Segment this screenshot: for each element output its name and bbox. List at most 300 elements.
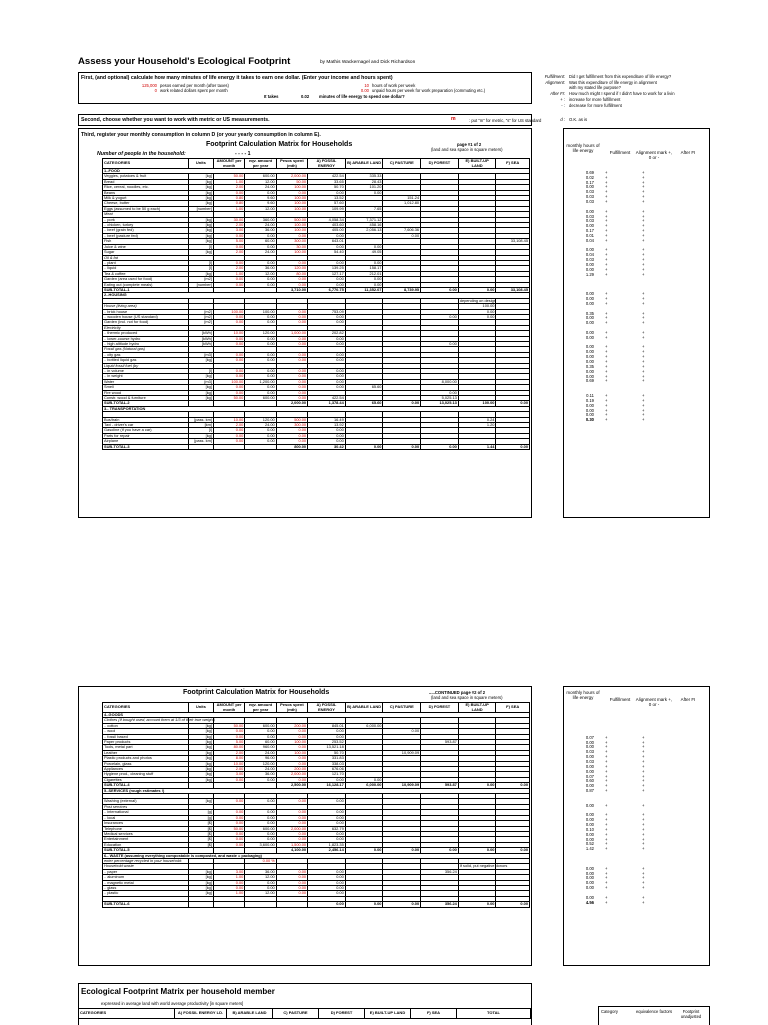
amount-per-month-cell[interactable]: 0.00 [213, 880, 244, 885]
alignment-mark[interactable]: + [642, 349, 645, 355]
amount-per-month-cell[interactable]: 0.00 [213, 439, 244, 444]
column-header: E) BUILT-UP LAND [458, 159, 496, 169]
alignment-mark[interactable]: + [642, 397, 645, 403]
pesos-spent-cell[interactable]: 0.00 [276, 815, 307, 820]
alignment-mark[interactable]: + [642, 802, 645, 808]
alignment-mark[interactable]: + [642, 194, 645, 200]
alignment-mark[interactable]: + [642, 334, 645, 340]
pesos-spent-cell[interactable]: 2,000.00 [276, 826, 307, 831]
amount-per-month-cell[interactable]: 0.80 [213, 196, 244, 201]
alignment-mark[interactable]: + [642, 812, 645, 818]
alignment-mark[interactable]: + [642, 271, 645, 277]
pesos-spent-cell[interactable]: 0.00 [276, 385, 307, 390]
amount-per-month-cell[interactable]: 50.00 [213, 174, 244, 179]
fulfillment-mark[interactable]: + [605, 213, 608, 219]
pesos-spent-cell[interactable]: 100.00 [276, 201, 307, 206]
pesos-spent-cell[interactable]: 0.00 [276, 799, 307, 804]
alignment-mark[interactable]: + [642, 378, 645, 384]
alignment-mark[interactable]: + [642, 392, 645, 398]
pesos-spent-cell[interactable]: 100.00 [276, 250, 307, 255]
life-energy-hours: 0.03 [585, 257, 594, 263]
alignment-mark[interactable]: + [642, 870, 645, 876]
fulfillment-mark[interactable]: + [605, 822, 608, 827]
amount-per-month-cell[interactable]: 1.00 [213, 875, 244, 880]
amount-per-month-cell[interactable]: 100.00 [213, 309, 244, 314]
alignment-mark[interactable]: + [642, 744, 645, 750]
fulfillment-mark[interactable]: + [605, 363, 608, 369]
pesos-spent-cell[interactable]: 0.00 [276, 379, 307, 384]
fulfillment-mark[interactable]: + [605, 397, 608, 403]
fulfillment-mark[interactable]: + [605, 198, 608, 204]
fulfillment-mark[interactable]: + [605, 831, 608, 837]
fulfillment-mark[interactable]: + [605, 373, 608, 379]
alignment-mark[interactable]: + [642, 359, 645, 364]
alignment-mark[interactable]: + [642, 189, 645, 195]
amount-per-month-cell[interactable]: 0.00 [213, 831, 244, 836]
fossil-energy-cell: 0.00 [308, 734, 346, 739]
alignment-mark[interactable]: + [642, 899, 645, 905]
pesos-spent-cell[interactable]: 0.00 [276, 260, 307, 265]
alignment-mark[interactable]: + [642, 344, 645, 350]
amount-per-month-cell[interactable]: 1.00 [213, 271, 244, 276]
amount-per-month-cell[interactable]: 10.00 [213, 761, 244, 766]
alignment-mark[interactable]: + [642, 368, 645, 374]
pesos-spent-cell[interactable]: 120.00 [276, 266, 307, 271]
pesos-spent-cell[interactable]: 200.00 [276, 767, 307, 772]
fulfillment-mark[interactable]: + [605, 826, 608, 832]
alignment-mark[interactable]: + [642, 773, 645, 779]
pesos-spent-cell[interactable]: 2,000.00 [276, 772, 307, 777]
alignment-mark[interactable]: + [642, 407, 645, 413]
fulfillment-mark[interactable]: + [605, 295, 608, 301]
pesos-spent-cell[interactable]: 0.00 [276, 885, 307, 890]
fulfillment-mark[interactable]: + [605, 778, 608, 784]
alignment-mark[interactable]: + [642, 223, 645, 229]
amount-per-month-cell[interactable]: 0.00 [213, 342, 244, 347]
alignment-mark[interactable]: + [642, 734, 645, 740]
work-hours-value[interactable]: 10 [364, 83, 369, 88]
alignment-mark[interactable]: + [642, 198, 645, 204]
amount-per-month-cell[interactable]: 0.00 [213, 729, 244, 734]
fulfillment-mark[interactable]: + [605, 763, 608, 769]
pesos-spent-cell[interactable]: 0.00 [276, 777, 307, 782]
summary-column-header: D) FOREST [319, 1009, 365, 1019]
alignment-mark[interactable]: + [642, 354, 645, 360]
fulfillment-mark[interactable]: + [605, 334, 608, 340]
fulfillment-mark[interactable]: + [605, 189, 608, 195]
pesos-spent-cell[interactable]: 0.00 [276, 352, 307, 357]
life-energy-hours: 0.17 [585, 228, 594, 234]
alignment-mark[interactable]: + [642, 237, 645, 243]
category-cell: Parts for repair [103, 433, 189, 438]
pesos-spent-cell[interactable]: 500.00 [276, 217, 307, 222]
fulfillment-mark[interactable]: + [605, 257, 608, 263]
alignment-mark[interactable]: + [642, 291, 645, 297]
amount-per-month-cell[interactable]: 0.00 [213, 390, 244, 395]
amount-per-month-cell[interactable]: 2.00 [213, 767, 244, 772]
amount-per-month-cell[interactable]: 50.00 [213, 723, 244, 728]
fulfillment-mark[interactable]: + [605, 846, 608, 852]
fulfillment-mark[interactable]: + [605, 734, 608, 740]
fulfillment-mark[interactable]: + [605, 169, 608, 175]
alignment-mark[interactable]: + [642, 329, 645, 335]
pesos-spent-cell[interactable]: 0.00 [276, 336, 307, 341]
category-cell: .. plastic [103, 891, 189, 896]
fulfillment-mark[interactable]: + [605, 262, 608, 267]
fulfillment-mark[interactable]: + [605, 841, 608, 847]
alignment-mark[interactable]: + [642, 788, 645, 794]
pesos-spent-cell[interactable]: 30.00 [276, 244, 307, 249]
unpaid-hours-value[interactable]: 0.00 [360, 88, 369, 93]
amount-per-month-cell[interactable]: 50.00 [213, 826, 244, 831]
unit-cell: [m2] [188, 314, 213, 319]
amount-per-month-cell[interactable]: 30.00 [213, 217, 244, 222]
fulfillment-mark[interactable]: + [605, 368, 608, 374]
alignment-mark[interactable]: + [642, 363, 645, 369]
amount-per-month-cell[interactable]: 8.00 [213, 756, 244, 761]
fulfillment-mark[interactable]: + [605, 194, 608, 200]
fulfillment-mark[interactable]: + [605, 247, 608, 253]
amount-per-month-cell[interactable]: 0.00 [213, 821, 244, 826]
fulfillment-mark[interactable]: + [605, 223, 608, 229]
fulfillment-mark[interactable]: + [605, 783, 608, 789]
amount-per-month-cell[interactable]: 10.00 [213, 417, 244, 422]
pesos-spent-cell[interactable]: 0.00 [276, 309, 307, 314]
fulfillment-mark[interactable]: + [605, 773, 608, 779]
amount-per-month-cell[interactable]: 3.00 [213, 228, 244, 233]
alignment-mark[interactable]: + [642, 300, 645, 306]
amount-per-month-cell[interactable]: 0.00 [213, 385, 244, 390]
fulfillment-mark[interactable]: + [605, 228, 608, 234]
amount-per-month-cell[interactable]: 0.00 [213, 810, 244, 815]
pesos-spent-cell[interactable]: 80.00 [276, 271, 307, 276]
fulfillment-mark[interactable]: + [605, 218, 608, 224]
pesos-spent-cell[interactable]: 100.00 [276, 750, 307, 755]
alignment-mark[interactable]: + [642, 373, 645, 379]
alignment-mark[interactable]: + [642, 247, 645, 253]
fulfillment-mark[interactable]: + [605, 174, 608, 180]
amount-per-month-cell[interactable]: 0.00 [213, 777, 244, 782]
amount-per-month-cell[interactable]: 2.00 [213, 223, 244, 228]
amount-per-month-cell[interactable]: 2.00 [213, 266, 244, 271]
alignment-mark[interactable]: + [642, 174, 645, 180]
pesos-spent-cell[interactable]: 0.00 [276, 880, 307, 885]
amount-per-month-cell[interactable]: 2.00 [213, 185, 244, 190]
amount-per-month-cell[interactable]: 1.00 [213, 891, 244, 896]
alignment-mark[interactable]: + [642, 252, 645, 258]
pesos-spent-cell[interactable]: 100.00 [276, 228, 307, 233]
fulfillment-mark[interactable]: + [605, 349, 608, 355]
arable-land-cell: 458.16 [345, 223, 383, 228]
pesos-spent-cell[interactable]: 100.00 [276, 185, 307, 190]
fulfillment-mark[interactable]: + [605, 802, 608, 808]
amount-per-month-cell[interactable]: 50.00 [213, 396, 244, 401]
alignment-mark[interactable]: + [642, 218, 645, 224]
alignment-mark[interactable]: + [642, 179, 645, 185]
alignment-mark[interactable]: + [642, 778, 645, 784]
fossil-energy-cell: 0.00 [308, 190, 346, 195]
alignment-mark[interactable]: + [642, 315, 645, 321]
fulfillment-mark[interactable]: + [605, 754, 608, 760]
alignment-mark[interactable]: + [642, 310, 645, 316]
pesos-spent-cell[interactable]: 0.00 [276, 756, 307, 761]
alignment-mark[interactable]: + [642, 768, 645, 774]
fulfillment-mark[interactable]: + [605, 378, 608, 384]
alignment-mark[interactable]: + [642, 894, 645, 900]
amount-per-month-cell[interactable]: 0.00 [213, 190, 244, 195]
summary-column-header: F) SEA [411, 1009, 457, 1019]
pesos-spent-cell[interactable]: 0.00 [276, 734, 307, 739]
alignment-mark[interactable]: + [642, 262, 645, 267]
amount-per-year-cell: 960.00 [245, 745, 276, 750]
alignment-mark[interactable]: + [642, 865, 645, 871]
pesos-spent-cell[interactable]: 0.00 [276, 433, 307, 438]
pesos-spent-cell[interactable]: 0.00 [276, 277, 307, 282]
fulfillment-mark[interactable]: + [605, 179, 608, 185]
alignment-mark[interactable]: + [642, 822, 645, 827]
amount-per-month-cell[interactable]: 0.00 [213, 336, 244, 341]
amount-per-month-cell[interactable]: 80.00 [213, 745, 244, 750]
pesos-spent-cell[interactable]: 0.00 [276, 396, 307, 401]
amount-per-month-cell[interactable]: 100.00 [213, 379, 244, 384]
fulfillment-mark[interactable]: + [605, 252, 608, 258]
pesos-spent-cell[interactable]: 0.00 [276, 891, 307, 896]
income-value[interactable]: 125,000 [141, 83, 157, 88]
fulfillment-mark[interactable]: + [605, 875, 608, 881]
amount-per-month-cell[interactable]: 5.00 [213, 740, 244, 745]
fulfillment-mark[interactable]: + [605, 749, 608, 755]
pesos-spent-cell[interactable]: 1,500.00 [276, 842, 307, 847]
alignment-mark[interactable]: + [642, 758, 645, 764]
amount-per-month-cell[interactable]: 1.00 [213, 179, 244, 184]
amount-per-month-cell[interactable]: 0.00 [213, 352, 244, 357]
fulfillment-mark[interactable]: + [605, 208, 608, 214]
alignment-mark[interactable]: + [642, 783, 645, 789]
amount-per-month-cell[interactable]: 2.00 [213, 423, 244, 428]
amount-per-month-cell[interactable]: 0.00 [213, 885, 244, 890]
alignment-mark[interactable]: + [642, 320, 645, 326]
amount-per-year-cell: 24.00 [245, 423, 276, 428]
alignment-mark[interactable]: + [642, 831, 645, 837]
pesos-spent-cell[interactable]: 0.00 [276, 428, 307, 433]
fossil-energy-cell: 127.17 [308, 271, 346, 276]
pesos-spent-cell[interactable]: 0.00 [276, 729, 307, 734]
amount-per-month-cell[interactable]: 0.00 [213, 314, 244, 319]
pesos-spent-cell[interactable]: 0.00 [276, 761, 307, 766]
fulfillment-mark[interactable]: + [605, 291, 608, 297]
fulfillment-mark[interactable]: + [605, 768, 608, 774]
alignment-mark[interactable]: + [642, 754, 645, 760]
pesos-spent-cell[interactable]: 0.00 [276, 374, 307, 379]
fulfillment-mark[interactable]: + [605, 344, 608, 350]
pesos-spent-cell[interactable]: 0.00 [276, 282, 307, 287]
fulfillment-mark[interactable]: + [605, 402, 608, 408]
amount-per-year-cell: 36.00 [245, 772, 276, 777]
alignment-mark[interactable]: + [642, 875, 645, 881]
fulfillment-mark[interactable]: + [605, 817, 608, 823]
fulfillment-mark[interactable]: + [605, 354, 608, 360]
amount-per-month-cell[interactable]: 2.00 [213, 750, 244, 755]
pesos-spent-cell[interactable]: 500.00 [276, 417, 307, 422]
amount-per-month-cell[interactable]: 0.00 [213, 277, 244, 282]
pesos-spent-cell[interactable]: 0.00 [276, 320, 307, 325]
pesos-spent-cell[interactable]: 100.00 [276, 196, 307, 201]
pesos-spent-cell[interactable]: 0.00 [276, 821, 307, 826]
amount-per-month-cell[interactable]: 0.00 [213, 734, 244, 739]
people-count[interactable]: - - - - 1 [235, 151, 251, 157]
fulfillment-mark[interactable]: + [605, 407, 608, 413]
category-cell: Liquid fossil fuel (by [103, 363, 189, 368]
alignment-mark[interactable]: + [642, 232, 645, 238]
pesos-spent-cell[interactable]: 0.00 [276, 869, 307, 874]
amount-per-month-cell[interactable]: 0.80 [213, 201, 244, 206]
column-header: Pesos spent (mth) [276, 703, 307, 713]
alignment-mark[interactable]: + [642, 749, 645, 755]
amount-per-month-cell[interactable]: 10.00 [213, 331, 244, 336]
pesos-spent-cell[interactable]: 0.00 [276, 342, 307, 347]
pesos-spent-cell[interactable]: 300.00 [276, 423, 307, 428]
fulfillment-mark[interactable]: + [605, 359, 608, 364]
fulfillment-mark[interactable]: + [605, 880, 608, 886]
fulfillment-mark[interactable]: + [605, 329, 608, 335]
category-cell: .. chicken, turkey [103, 223, 189, 228]
life-energy-hours: 0.04 [585, 252, 594, 258]
pesos-spent-cell[interactable]: 0.00 [276, 358, 307, 363]
alignment-mark[interactable]: + [642, 763, 645, 769]
pesos-spent-cell[interactable]: 100.00 [276, 206, 307, 211]
alignment-mark[interactable]: + [642, 208, 645, 214]
amount-per-month-cell[interactable]: 0.00 [213, 799, 244, 804]
fulfillment-mark[interactable]: + [605, 739, 608, 745]
amount-per-month-cell[interactable]: 3.00 [213, 772, 244, 777]
fulfillment-mark[interactable]: + [605, 758, 608, 764]
work-dollars-value[interactable]: 0 [154, 88, 157, 93]
pesos-spent-cell[interactable]: 0.00 [276, 875, 307, 880]
alignment-mark[interactable]: + [642, 412, 645, 418]
alignment-mark[interactable]: + [642, 257, 645, 263]
alignment-mark[interactable]: + [642, 213, 645, 219]
alignment-mark[interactable]: + [642, 295, 645, 301]
category-cell: Beans [103, 190, 189, 195]
pesos-spent-cell[interactable]: 100.00 [276, 740, 307, 745]
fulfillment-mark[interactable]: + [605, 744, 608, 750]
amount-per-month-cell[interactable]: 0.00 [213, 369, 244, 374]
amount-per-month-cell[interactable]: 0.00 [213, 358, 244, 363]
pesos-spent-cell[interactable]: 1,000.00 [276, 331, 307, 336]
pesos-spent-cell[interactable]: 300.00 [276, 239, 307, 244]
amount-per-month-cell[interactable]: 0.00 [213, 233, 244, 238]
unit-cell: [l] [188, 428, 213, 433]
pesos-spent-cell[interactable]: 0.00 [276, 831, 307, 836]
unit-cell: [kg] [188, 185, 213, 190]
fulfillment-mark[interactable]: + [605, 315, 608, 321]
fulfillment-mark[interactable]: + [605, 237, 608, 243]
pesos-spent-cell[interactable]: 0.00 [276, 190, 307, 195]
fulfillment-mark[interactable]: + [605, 184, 608, 190]
unit-cell: [$] [188, 826, 213, 831]
alignment-mark[interactable]: + [642, 826, 645, 832]
fulfillment-mark[interactable]: + [605, 836, 608, 842]
pesos-spent-cell[interactable]: 0.00 [276, 810, 307, 815]
alignment-mark[interactable]: + [642, 846, 645, 852]
fulfillment-mark[interactable]: + [605, 788, 608, 794]
fulfillment-mark[interactable]: + [605, 320, 608, 326]
amount-per-month-cell[interactable]: 0.00 [213, 374, 244, 379]
pesos-spent-cell[interactable]: 0.00 [276, 837, 307, 842]
amount-per-month-cell[interactable]: 0.00 [213, 433, 244, 438]
pesos-spent-cell[interactable]: 0.00 [276, 390, 307, 395]
amount-per-month-cell[interactable]: 0.00 [213, 815, 244, 820]
alignment-mark[interactable]: + [642, 402, 645, 408]
category-cell: Appliances [103, 767, 189, 772]
amount-per-month-cell[interactable]: 0.00 [213, 244, 244, 249]
pesos-spent-cell[interactable]: 0.00 [276, 369, 307, 374]
fulfillment-mark[interactable]: + [605, 271, 608, 277]
unit-choice[interactable]: m [451, 116, 456, 122]
amount-per-month-cell[interactable]: 0.00 [213, 320, 244, 325]
unit-cell: [$] [188, 821, 213, 826]
fulfillment-mark[interactable]: + [605, 392, 608, 398]
alignment-mark[interactable]: + [642, 885, 645, 891]
fulfillment-mark[interactable]: + [605, 417, 608, 423]
alignment-mark[interactable]: + [642, 266, 645, 272]
alignment-mark[interactable]: + [642, 417, 645, 423]
life-energy-hours: 0.00 [585, 344, 594, 350]
pesos-spent-cell[interactable]: 50.00 [276, 179, 307, 184]
fulfillment-mark[interactable]: + [605, 266, 608, 272]
alignment-mark[interactable]: + [642, 836, 645, 842]
fulfillment-mark[interactable]: + [605, 310, 608, 316]
pesos-spent-cell[interactable]: 100.00 [276, 223, 307, 228]
alignment-mark[interactable]: + [642, 880, 645, 886]
amount-per-month-cell[interactable]: 2.00 [213, 250, 244, 255]
pesos-spent-cell[interactable]: 200.00 [276, 723, 307, 728]
alignment-mark[interactable]: + [642, 739, 645, 745]
amount-per-month-cell[interactable]: 0.00 [213, 842, 244, 847]
alignment-mark[interactable]: + [642, 228, 645, 234]
alignment-mark[interactable]: + [642, 841, 645, 847]
fulfillment-mark[interactable]: + [605, 412, 608, 418]
fulfillment-mark[interactable]: + [605, 232, 608, 238]
fulfillment-mark[interactable]: + [605, 870, 608, 876]
recycle-percent-cell[interactable]: 0.00 % [245, 858, 276, 863]
amount-per-month-cell[interactable]: 0.00 [213, 837, 244, 842]
amount-per-month-cell[interactable]: 3.00 [213, 869, 244, 874]
pesos-spent-cell[interactable]: 0.00 [276, 439, 307, 444]
amount-per-month-cell[interactable]: 1.00 [213, 206, 244, 211]
pesos-spent-cell[interactable]: 0.00 [276, 233, 307, 238]
alignment-mark[interactable]: + [642, 169, 645, 175]
fulfillment-mark[interactable]: + [605, 894, 608, 900]
fulfillment-mark[interactable]: + [605, 300, 608, 306]
alignment-mark[interactable]: + [642, 184, 645, 190]
pesos-spent-cell[interactable]: 2,000.00 [276, 174, 307, 179]
unit-cell: [number] [188, 206, 213, 211]
fulfillment-mark[interactable]: + [605, 812, 608, 818]
amount-per-month-cell[interactable]: 0.00 [213, 282, 244, 287]
amount-per-month-cell[interactable]: 0.00 [213, 428, 244, 433]
pesos-spent-cell[interactable]: 0.00 [276, 745, 307, 750]
pesos-spent-cell[interactable]: 0.00 [276, 314, 307, 319]
alignment-mark[interactable]: + [642, 817, 645, 823]
amount-per-month-cell[interactable]: 5.00 [213, 239, 244, 244]
fulfillment-mark[interactable]: + [605, 885, 608, 891]
units-note-1: (land and sea space in square meters) [431, 147, 503, 152]
unit-cell: [l] [188, 369, 213, 374]
fulfillment-mark[interactable]: + [605, 899, 608, 905]
amount-per-month-cell[interactable]: 0.00 [213, 260, 244, 265]
fulfillment-mark[interactable]: + [605, 865, 608, 871]
